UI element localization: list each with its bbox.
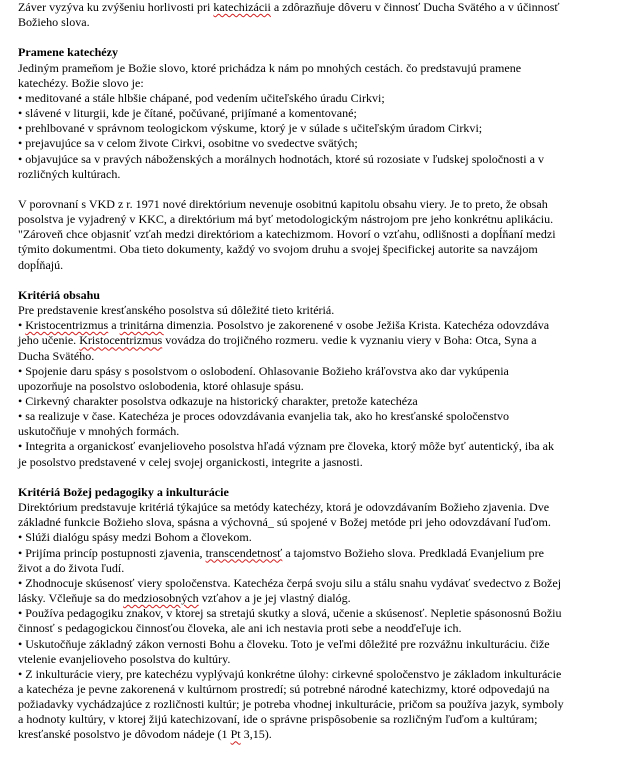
bullet-line: • Slúži dialógu spásy medzi Bohom a človekom. bbox=[18, 530, 252, 545]
text-line: požiadavky vychádzajúce z rozličnosti kultúr; je potreba vhodnej inkulturácie, pričom sa používa jazyk, symboly bbox=[18, 697, 564, 712]
text-line: jeho učenie. Kristocentrizmus vovádza do trojičného rozmeru. vedie k vyznaniu viery v Boha: Otca, Syna a bbox=[18, 333, 537, 348]
spellcheck-underline: medziosobných bbox=[123, 591, 199, 606]
text-line: Direktórium predstavuje kritériá týkajúce sa metódy katechézy, ktorá je odovzdávaním Božieho zjavenia. Dve bbox=[18, 500, 550, 515]
paragraph-spacer bbox=[18, 182, 611, 197]
spellcheck-underline: Pt bbox=[230, 727, 241, 742]
bullet-line: • Zhodnocuje skúsenosť viery spoločenstva. Katechéza čerpá svoju silu a stálu snahu vydávať svedectvo z Božej bbox=[18, 575, 562, 590]
text-line: činnosť s pedagogickou činnosťou človeka, ale ani ich nestavia proti sebe a neodďeľuje ich. bbox=[18, 621, 462, 636]
paragraph bbox=[18, 197, 611, 273]
text-line: Ducha Svätého. bbox=[18, 348, 95, 363]
bullet-line: • Uskutočňuje základný zákon vernosti Bohu a človeku. Toto je veľmi dôležité pre rozvážnu inkulturáciu. čiže bbox=[18, 636, 550, 651]
text-line: je posolstvo predstavené v celej svojej organickosti, integrite a jasnosti. bbox=[18, 454, 363, 469]
spellcheck-underline: transcendetnosť bbox=[205, 545, 283, 560]
text-line: a katechéza je pevne zakorenená v kultúrnom prostredí; sú potrebné národné katechizmy, ktoré odpovedajú na bbox=[18, 681, 550, 696]
paragraph-spacer bbox=[18, 30, 611, 45]
section-heading: Kritériá Božej pedagogiky a inkulturácie bbox=[18, 484, 229, 499]
text-line: život a do života ľudí. bbox=[18, 560, 125, 575]
text-line: Božieho slova. bbox=[18, 15, 90, 30]
section-heading: Kritériá obsahu bbox=[18, 287, 100, 302]
bullet-line: • prejavujúce sa v celom živote Cirkvi, osobitne vo svedectve svätých; bbox=[18, 136, 358, 151]
text-line: a hodnoty kultúry, v ktorej žijú katechizovaní, ide o správne prispôsobenie sa rozličným ľuďom a kultúram; bbox=[18, 712, 538, 727]
text-line: základné funkcie Božieho slova, spásna a výchovná_ sú spojené v Božej metóde pri jeho odovzdávaní ľuďom. bbox=[18, 515, 551, 530]
text-line: vtelenie evanjelioveho posolstva do kultúry. bbox=[18, 651, 231, 666]
text-line: upozorňuje na posolstvo oslobodenia, ktoré ohlasuje spásu. bbox=[18, 378, 304, 393]
section-block bbox=[18, 288, 611, 470]
bullet-line: • Z inkulturácie viery, pre katechézu vyplývajú konkrétne úlohy: cirkevné spoločenstvo je základom inkulturácie bbox=[18, 666, 562, 681]
text-line: uskutočňuje v mnohých formách. bbox=[18, 424, 180, 439]
bullet-line: • Prijíma princíp postupnosti zjavenia, transcendetnosť a tajomstvo Božieho slova. Predkladá Evanjelium pre bbox=[18, 545, 544, 560]
section-heading: Pramene katechézy bbox=[18, 45, 119, 60]
bullet-line: • Cirkevný charakter posolstva odkazuje na historický charakter, pretože katechéza bbox=[18, 394, 418, 409]
text-line: Jediným prameňom je Božie slovo, ktoré prichádza k nám po mnohých cestách. čo predstavujú pramene bbox=[18, 60, 522, 75]
section-block bbox=[18, 485, 611, 743]
text-line: dopĺňajú. bbox=[18, 257, 64, 272]
paragraph-spacer bbox=[18, 273, 611, 288]
section-block bbox=[18, 45, 611, 181]
text-line: Pre predstavenie kresťanského posolstva sú dôležité tieto kritériá. bbox=[18, 303, 335, 318]
text-line: Záver vyzýva ku zvýšeniu horlivosti pri katechizácii a zdôrazňuje dôveru v činnosť Ducha Svätého a v účinnosť bbox=[18, 0, 560, 14]
bullet-line: • meditované a stále hlbšie chápané, pod vedením učiteľského úradu Cirkvi; bbox=[18, 90, 385, 105]
spellcheck-underline: Kristocentrizmus bbox=[79, 333, 163, 348]
bullet-line: • Používa pedagogiku znakov, v ktorej sa stretajú skutky a slová, učenie a skúsenosť. Nepletie spásonosnú Božiu bbox=[18, 606, 562, 621]
text-line: V porovnaní s VKD z r. 1971 nové direktórium nevenuje osobitnú kapitolu obsahu viery. Je to preto, že obsah bbox=[18, 197, 548, 211]
paragraph-spacer bbox=[18, 470, 611, 485]
bullet-line: • objavujúce sa v pravých náboženských a morálnych hodnotách, ktoré sú rozosiate v ľudskej spoločnosti a v bbox=[18, 151, 544, 166]
bullet-line: • sa realizuje v čase. Katechéza je proces odovzdávania evanjelia tak, ako ho kresťanské spoločenstvo bbox=[18, 409, 510, 424]
bullet-line: • Integrita a organickosť evanjelioveho posolstva hľadá význam pre človeka, ktorý môže byť autentický, iba ak bbox=[18, 439, 555, 454]
text-line: kresťanské posolstvo je dôvodom nádeje (1 Pt 3,15). bbox=[18, 727, 272, 742]
text-line: posolstva je vyjadrený v KKC, a direktórium má byť metodologickým nástrojom pre jeho konkrétnu aplikáciu. bbox=[18, 212, 554, 227]
spellcheck-underline: trinitárna bbox=[119, 318, 164, 333]
paragraph bbox=[18, 0, 611, 30]
text-line: rozličných kultúrach. bbox=[18, 166, 121, 181]
spellcheck-underline: katechizácii bbox=[213, 0, 271, 14]
bullet-line: • prehlbované v správnom teologickom výskume, ktorý je v súlade s učiteľským úradom Cirkvi; bbox=[18, 121, 483, 136]
text-line: "Zároveň chce objasniť vzťah medzi direktóriom a katechizmom. Hovorí o vzťahu, odlišnosti a dopĺňaní medzi bbox=[18, 227, 556, 242]
text-line: lásky. Včleňuje sa do medziosobných vzťahov a je jej vlastný dialóg. bbox=[18, 591, 351, 606]
text-line: katechézy. Božie slovo je: bbox=[18, 75, 144, 90]
spellcheck-underline: Kristocentrizmus bbox=[25, 318, 109, 333]
bullet-line: • slávené v liturgii, kde je čítané, počúvané, prijímané a komentované; bbox=[18, 106, 357, 121]
bullet-line: • Kristocentrizmus a trinitárna dimenzia. Posolstvo je zakorenené v osobe Ježiša Krista. Katechéza odovzdáva bbox=[18, 318, 550, 333]
text-line: týmito dokumentmi. Oba tieto dokumenty, každý vo svojom druhu a svojej špecifickej autorite sa navzájom bbox=[18, 242, 538, 257]
bullet-line: • Spojenie daru spásy s posolstvom o oslobodení. Ohlasovanie Božieho kráľovstva ako dar vykúpenia bbox=[18, 363, 509, 378]
